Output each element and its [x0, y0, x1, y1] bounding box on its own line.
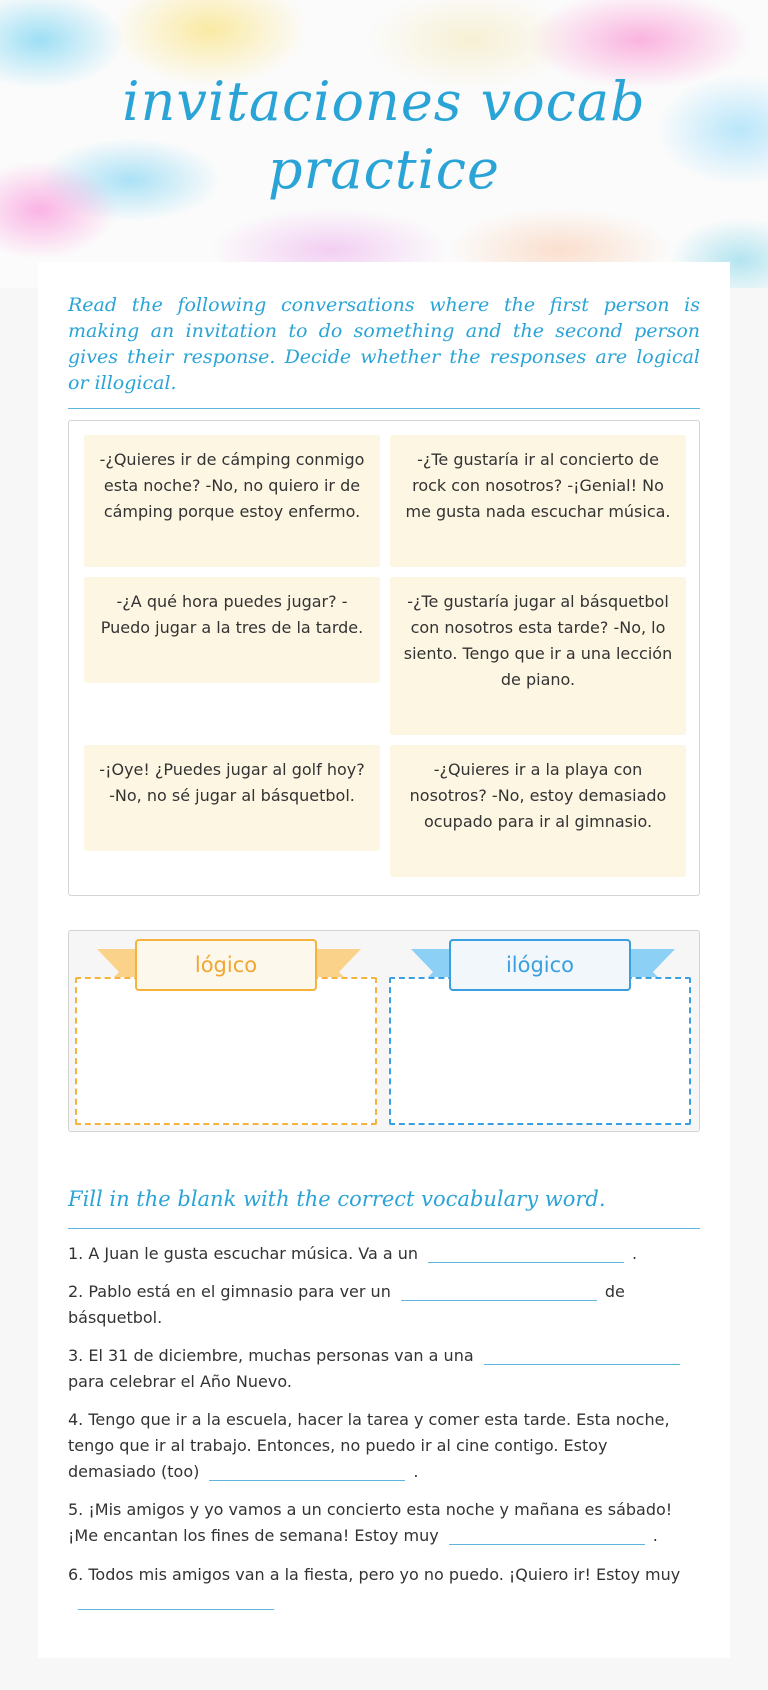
conversation-card-5[interactable]: -¡Oye! ¿Puedes jugar al golf hoy? -No, no sé jugar al básquetbol.: [84, 745, 380, 851]
question-3-after: para celebrar el Año Nuevo.: [68, 1372, 292, 1391]
answer-blank-4[interactable]: [209, 1460, 405, 1481]
answer-blank-2[interactable]: [401, 1280, 597, 1301]
worksheet-card: [38, 262, 730, 1658]
logical-category-label: lógico: [135, 939, 317, 991]
instructions-text: Read the following conversations where the first person is making an invitation to do something and the second person gives their response. Decide whether the responses are logical or illogical.: [68, 294, 700, 394]
fill-in-section-title: Fill in the blank with the correct vocabulary word.: [68, 1187, 606, 1211]
answer-blank-3[interactable]: [484, 1344, 680, 1365]
conversation-card-1[interactable]: -¿Quieres ir de cámping conmigo esta noche? -No, no quiero ir de cámping porque estoy enfermo.: [84, 435, 380, 567]
question-2-text: 2. Pablo está en el gimnasio para ver un: [68, 1282, 391, 1301]
question-2: [68, 1279, 698, 1331]
instructions-divider: [68, 408, 700, 409]
page-title: invitaciones vocab practice: [122, 70, 646, 201]
question-1-after: .: [632, 1244, 638, 1263]
conversation-card-4[interactable]: -¿Te gustaría jugar al básquetbol con nosotros esta tarde? -No, lo siento. Tengo que ir a una lección de piano.: [390, 577, 686, 735]
conversation-card-6[interactable]: -¿Quieres ir a la playa con nosotros? -No, estoy demasiado ocupado para ir al gimnasio.: [390, 745, 686, 877]
question-3-text: 3. El 31 de diciembre, muchas personas van a una: [68, 1346, 474, 1365]
question-5: [68, 1497, 698, 1549]
answer-blank-5[interactable]: [449, 1524, 645, 1545]
conversation-card-3[interactable]: -¿A qué hora puedes jugar? -Puedo jugar a la tres de la tarde.: [84, 577, 380, 683]
question-5-after: .: [652, 1526, 658, 1545]
question-4: [68, 1407, 698, 1485]
question-3: [68, 1343, 698, 1395]
question-6: [68, 1562, 698, 1614]
question-4-after: .: [413, 1462, 419, 1481]
answer-blank-6[interactable]: [78, 1589, 274, 1610]
illogical-category-label: ilógico: [449, 939, 631, 991]
question-4-text: 4. Tengo que ir a la escuela, hacer la tarea y comer esta tarde. Esta noche, tengo que ir al trabajo. Entonces, no puedo ir al cine contigo. Estoy demasiado (too): [68, 1410, 670, 1481]
question-5-text: 5. ¡Mis amigos y yo vamos a un concierto esta noche y mañana es sábado! ¡Me encantan los fines de semana! Estoy muy: [68, 1500, 673, 1545]
conversation-card-2[interactable]: -¿Te gustaría ir al concierto de rock con nosotros? -¡Genial! No me gusta nada escuchar música.: [390, 435, 686, 567]
sorting-area: [68, 930, 700, 1132]
question-6-text: 6. Todos mis amigos van a la fiesta, pero yo no puedo. ¡Quiero ir! Estoy muy: [68, 1565, 681, 1584]
fill-in-divider: [68, 1228, 700, 1229]
conversation-cards-container: [68, 420, 700, 896]
question-2-after: de básquetbol.: [68, 1282, 625, 1327]
illogical-drop-zone[interactable]: [389, 977, 691, 1125]
question-1: [68, 1241, 698, 1267]
answer-blank-1[interactable]: [428, 1242, 624, 1263]
question-1-text: 1. A Juan le gusta escuchar música. Va a un: [68, 1244, 419, 1263]
logical-drop-zone[interactable]: [75, 977, 377, 1125]
